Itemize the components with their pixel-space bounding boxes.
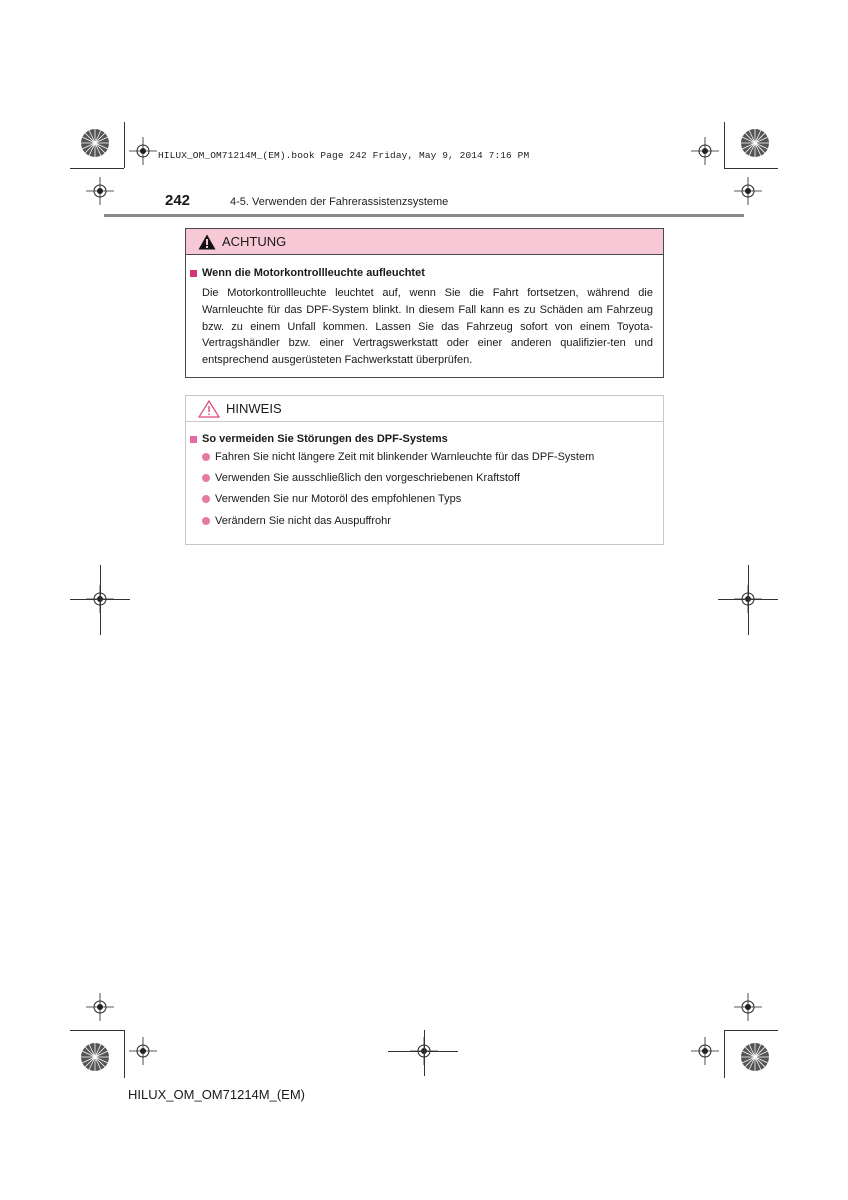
crosshair-icon [86,177,114,205]
crosshair-icon [691,137,719,165]
color-wheel-icon [740,1042,770,1072]
list-item: Verwenden Sie nur Motoröl des empfohlenen Typs [202,493,461,505]
color-wheel-icon [740,128,770,158]
caution-heading-text: Wenn die Motorkontrollleuchte aufleuchtet [202,267,425,279]
bullet-dot-icon [202,517,210,525]
notice-heading [190,433,448,445]
caution-label: ACHTUNG [222,234,287,249]
crosshair-icon [129,1037,157,1065]
list-item: Fahren Sie nicht längere Zeit mit blinkender Warnleuchte für das DPF-System [202,451,594,463]
notice-header [186,396,663,422]
notice-triangle-icon [198,400,220,418]
caution-header [186,229,663,255]
notice-box [185,395,664,545]
bullet-dot-icon [202,495,210,503]
bullet-dot-icon [202,474,210,482]
square-bullet-icon [190,270,197,277]
print-header: HILUX_OM_OM71214M_(EM).book Page 242 Friday, May 9, 2014 7:16 PM [158,150,530,161]
list-item: Verändern Sie nicht das Auspuffrohr [202,515,391,527]
crosshair-icon [734,177,762,205]
color-wheel-icon [80,128,110,158]
header-rule [104,214,744,217]
caution-box [185,228,664,378]
list-item: Verwenden Sie ausschließlich den vorgeschriebenen Kraftstoff [202,472,520,484]
bullet-dot-icon [202,453,210,461]
crosshair-icon [129,137,157,165]
color-wheel-icon [80,1042,110,1072]
caution-text: Die Motorkontrollleuchte leuchtet auf, wenn Sie die Fahrt fortsetzen, während die Warnleuchte für das DPF-System blinkt. In diesem Fall kann es zu Schäden am Fahrzeug bzw. zu einem Unfall kommen. Lassen Sie das Fahrzeug sofort von einem Toyota-Vertragshändler bzw. einer Vertragswerkstatt oder einer anderen qualifizier-ten und entsprechend ausgerüsteten Fachwerkstatt überprüfen. [202,287,653,367]
footer-document-id: HILUX_OM_OM71214M_(EM) [128,1087,305,1102]
page-number: 242 [165,192,191,209]
square-bullet-icon [190,436,197,443]
section-title: 4-5. Verwenden der Fahrerassistenzsysteme [230,196,449,208]
notice-label: HINWEIS [226,401,282,416]
crosshair-icon [734,993,762,1021]
notice-heading-text: So vermeiden Sie Störungen des DPF-Systems [202,433,448,445]
warning-triangle-icon [198,234,216,250]
crosshair-icon [691,1037,719,1065]
caution-heading [190,267,425,279]
crosshair-icon [86,993,114,1021]
